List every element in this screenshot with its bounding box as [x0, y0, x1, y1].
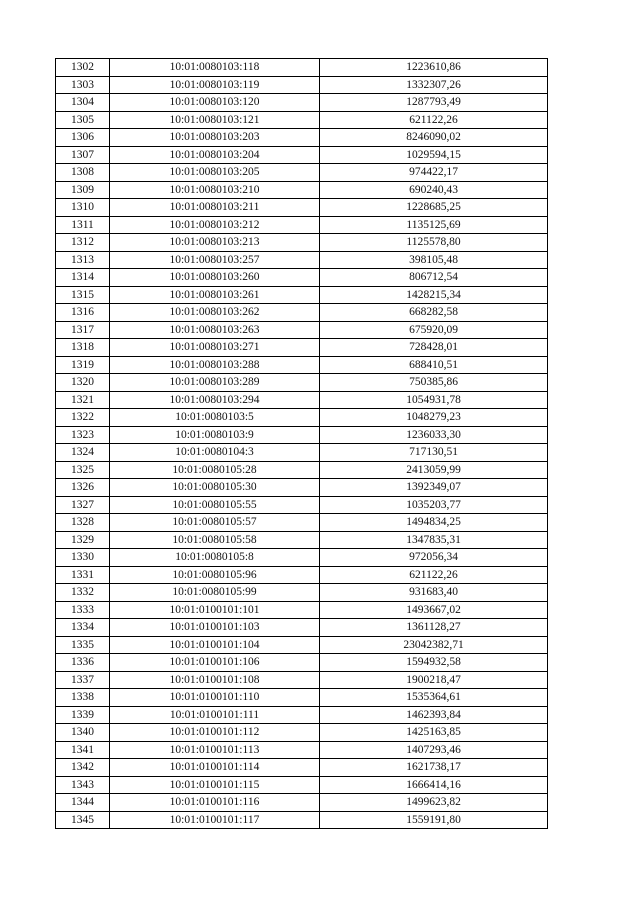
- row-number-cell: 1323: [56, 426, 110, 444]
- cadastral-number-cell: 10:01:0080103:288: [110, 356, 320, 374]
- table-row: [56, 391, 548, 409]
- cadastral-value-cell: 688410,51: [320, 356, 548, 374]
- cadastral-value-cell: 750385,86: [320, 374, 548, 392]
- row-number-cell: 1343: [56, 776, 110, 794]
- row-number-cell: 1321: [56, 391, 110, 409]
- table-row: [56, 549, 548, 567]
- cadastral-value-cell: 1493667,02: [320, 601, 548, 619]
- cadastral-number-cell: 10:01:0080103:203: [110, 129, 320, 147]
- row-number-cell: 1335: [56, 636, 110, 654]
- row-number-cell: 1315: [56, 286, 110, 304]
- table-row: [56, 146, 548, 164]
- cadastral-value-cell: 728428,01: [320, 339, 548, 357]
- cadastral-value-cell: 675920,09: [320, 321, 548, 339]
- cadastral-number-cell: 10:01:0100101:110: [110, 689, 320, 707]
- table-row: [56, 794, 548, 812]
- cadastral-value-cell: 1425163,85: [320, 724, 548, 742]
- cadastral-number-cell: 10:01:0100101:117: [110, 811, 320, 829]
- table-row: [56, 444, 548, 462]
- cadastral-number-cell: 10:01:0080105:57: [110, 514, 320, 532]
- cadastral-number-cell: 10:01:0080103:119: [110, 76, 320, 94]
- table-row: [56, 321, 548, 339]
- table-row: [56, 356, 548, 374]
- cadastral-number-cell: 10:01:0080103:271: [110, 339, 320, 357]
- cadastral-value-cell: 931683,40: [320, 584, 548, 602]
- cadastral-value-cell: 1361128,27: [320, 619, 548, 637]
- row-number-cell: 1336: [56, 654, 110, 672]
- table-row: [56, 636, 548, 654]
- row-number-cell: 1327: [56, 496, 110, 514]
- table-row: [56, 461, 548, 479]
- cadastral-value-cell: 621122,26: [320, 566, 548, 584]
- table-row: [56, 759, 548, 777]
- table-row: [56, 409, 548, 427]
- cadastral-value-cell: 398105,48: [320, 251, 548, 269]
- cadastral-number-cell: 10:01:0080104:3: [110, 444, 320, 462]
- row-number-cell: 1322: [56, 409, 110, 427]
- table-row: [56, 654, 548, 672]
- cadastral-number-cell: 10:01:0100101:115: [110, 776, 320, 794]
- table-row: [56, 566, 548, 584]
- cadastral-value-table: [55, 58, 548, 829]
- cadastral-value-cell: 1559191,80: [320, 811, 548, 829]
- cadastral-number-cell: 10:01:0080103:211: [110, 199, 320, 217]
- cadastral-number-cell: 10:01:0100101:116: [110, 794, 320, 812]
- row-number-cell: 1341: [56, 741, 110, 759]
- row-number-cell: 1313: [56, 251, 110, 269]
- table-row: [56, 286, 548, 304]
- table-row: [56, 251, 548, 269]
- cadastral-number-cell: 10:01:0080103:9: [110, 426, 320, 444]
- table-row: [56, 741, 548, 759]
- cadastral-number-cell: 10:01:0100101:114: [110, 759, 320, 777]
- row-number-cell: 1337: [56, 671, 110, 689]
- cadastral-number-cell: 10:01:0080105:96: [110, 566, 320, 584]
- cadastral-value-cell: 1594932,58: [320, 654, 548, 672]
- row-number-cell: 1334: [56, 619, 110, 637]
- cadastral-value-cell: 806712,54: [320, 269, 548, 287]
- cadastral-number-cell: 10:01:0100101:108: [110, 671, 320, 689]
- cadastral-number-cell: 10:01:0080103:289: [110, 374, 320, 392]
- cadastral-value-cell: 1621738,17: [320, 759, 548, 777]
- cadastral-value-cell: 2413059,99: [320, 461, 548, 479]
- row-number-cell: 1314: [56, 269, 110, 287]
- row-number-cell: 1309: [56, 181, 110, 199]
- table-row: [56, 671, 548, 689]
- cadastral-value-cell: 972056,34: [320, 549, 548, 567]
- cadastral-value-cell: 1048279,23: [320, 409, 548, 427]
- cadastral-number-cell: 10:01:0080103:120: [110, 94, 320, 112]
- cadastral-value-cell: 1228685,25: [320, 199, 548, 217]
- cadastral-number-cell: 10:01:0100101:112: [110, 724, 320, 742]
- table-row: [56, 689, 548, 707]
- row-number-cell: 1333: [56, 601, 110, 619]
- table-row: [56, 181, 548, 199]
- row-number-cell: 1330: [56, 549, 110, 567]
- row-number-cell: 1340: [56, 724, 110, 742]
- cadastral-value-cell: 1494834,25: [320, 514, 548, 532]
- row-number-cell: 1302: [56, 59, 110, 77]
- cadastral-value-cell: 1535364,61: [320, 689, 548, 707]
- row-number-cell: 1306: [56, 129, 110, 147]
- cadastral-value-cell: 8246090,02: [320, 129, 548, 147]
- row-number-cell: 1304: [56, 94, 110, 112]
- cadastral-value-cell: 1236033,30: [320, 426, 548, 444]
- row-number-cell: 1324: [56, 444, 110, 462]
- cadastral-value-cell: 1332307,26: [320, 76, 548, 94]
- table-row: [56, 601, 548, 619]
- cadastral-number-cell: 10:01:0100101:106: [110, 654, 320, 672]
- table-row: [56, 374, 548, 392]
- table-row: [56, 304, 548, 322]
- cadastral-value-cell: 1392349,07: [320, 479, 548, 497]
- row-number-cell: 1317: [56, 321, 110, 339]
- cadastral-value-cell: 690240,43: [320, 181, 548, 199]
- cadastral-number-cell: 10:01:0080103:210: [110, 181, 320, 199]
- table-row: [56, 111, 548, 129]
- table-row: [56, 234, 548, 252]
- cadastral-number-cell: 10:01:0080105:28: [110, 461, 320, 479]
- row-number-cell: 1308: [56, 164, 110, 182]
- row-number-cell: 1338: [56, 689, 110, 707]
- table-row: [56, 76, 548, 94]
- row-number-cell: 1344: [56, 794, 110, 812]
- cadastral-value-cell: 1666414,16: [320, 776, 548, 794]
- cadastral-number-cell: 10:01:0080105:99: [110, 584, 320, 602]
- cadastral-value-cell: 1135125,69: [320, 216, 548, 234]
- row-number-cell: 1320: [56, 374, 110, 392]
- row-number-cell: 1307: [56, 146, 110, 164]
- cadastral-number-cell: 10:01:0080105:30: [110, 479, 320, 497]
- table-row: [56, 94, 548, 112]
- row-number-cell: 1331: [56, 566, 110, 584]
- table-row: [56, 706, 548, 724]
- cadastral-value-cell: 1407293,46: [320, 741, 548, 759]
- cadastral-number-cell: 10:01:0080103:257: [110, 251, 320, 269]
- table-row: [56, 339, 548, 357]
- cadastral-number-cell: 10:01:0080103:212: [110, 216, 320, 234]
- cadastral-number-cell: 10:01:0100101:113: [110, 741, 320, 759]
- row-number-cell: 1345: [56, 811, 110, 829]
- table-row: [56, 269, 548, 287]
- cadastral-number-cell: 10:01:0100101:104: [110, 636, 320, 654]
- table-row: [56, 811, 548, 829]
- table-row: [56, 164, 548, 182]
- row-number-cell: 1310: [56, 199, 110, 217]
- row-number-cell: 1305: [56, 111, 110, 129]
- cadastral-number-cell: 10:01:0080103:261: [110, 286, 320, 304]
- cadastral-value-cell: 1054931,78: [320, 391, 548, 409]
- cadastral-value-cell: 1223610,86: [320, 59, 548, 77]
- cadastral-number-cell: 10:01:0100101:103: [110, 619, 320, 637]
- cadastral-value-cell: 1125578,80: [320, 234, 548, 252]
- cadastral-value-cell: 1900218,47: [320, 671, 548, 689]
- row-number-cell: 1319: [56, 356, 110, 374]
- cadastral-number-cell: 10:01:0080103:205: [110, 164, 320, 182]
- cadastral-number-cell: 10:01:0080103:263: [110, 321, 320, 339]
- cadastral-number-cell: 10:01:0080103:262: [110, 304, 320, 322]
- row-number-cell: 1312: [56, 234, 110, 252]
- cadastral-value-cell: 974422,17: [320, 164, 548, 182]
- table-row: [56, 531, 548, 549]
- table-row: [56, 426, 548, 444]
- cadastral-number-cell: 10:01:0100101:101: [110, 601, 320, 619]
- table-row: [56, 776, 548, 794]
- cadastral-value-cell: 1428215,34: [320, 286, 548, 304]
- table-row: [56, 129, 548, 147]
- table-row: [56, 199, 548, 217]
- table-row: [56, 724, 548, 742]
- cadastral-value-cell: 717130,51: [320, 444, 548, 462]
- cadastral-number-cell: 10:01:0080103:121: [110, 111, 320, 129]
- row-number-cell: 1332: [56, 584, 110, 602]
- cadastral-value-cell: 668282,58: [320, 304, 548, 322]
- cadastral-number-cell: 10:01:0100101:111: [110, 706, 320, 724]
- row-number-cell: 1342: [56, 759, 110, 777]
- row-number-cell: 1329: [56, 531, 110, 549]
- cadastral-value-cell: 621122,26: [320, 111, 548, 129]
- row-number-cell: 1325: [56, 461, 110, 479]
- cadastral-value-cell: 1035203,77: [320, 496, 548, 514]
- row-number-cell: 1339: [56, 706, 110, 724]
- row-number-cell: 1318: [56, 339, 110, 357]
- cadastral-number-cell: 10:01:0080103:294: [110, 391, 320, 409]
- table-body: [56, 59, 548, 829]
- cadastral-value-cell: 1462393,84: [320, 706, 548, 724]
- cadastral-value-cell: 1347835,31: [320, 531, 548, 549]
- cadastral-number-cell: 10:01:0080105:58: [110, 531, 320, 549]
- cadastral-value-cell: 1499623,82: [320, 794, 548, 812]
- cadastral-value-cell: 23042382,71: [320, 636, 548, 654]
- row-number-cell: 1316: [56, 304, 110, 322]
- table-row: [56, 619, 548, 637]
- cadastral-number-cell: 10:01:0080105:55: [110, 496, 320, 514]
- row-number-cell: 1326: [56, 479, 110, 497]
- cadastral-number-cell: 10:01:0080103:260: [110, 269, 320, 287]
- table-row: [56, 59, 548, 77]
- cadastral-number-cell: 10:01:0080103:5: [110, 409, 320, 427]
- row-number-cell: 1311: [56, 216, 110, 234]
- table-row: [56, 496, 548, 514]
- cadastral-number-cell: 10:01:0080103:213: [110, 234, 320, 252]
- cadastral-number-cell: 10:01:0080105:8: [110, 549, 320, 567]
- cadastral-number-cell: 10:01:0080103:118: [110, 59, 320, 77]
- row-number-cell: 1328: [56, 514, 110, 532]
- table-row: [56, 216, 548, 234]
- cadastral-value-cell: 1287793,49: [320, 94, 548, 112]
- cadastral-value-cell: 1029594,15: [320, 146, 548, 164]
- table-row: [56, 514, 548, 532]
- table-row: [56, 584, 548, 602]
- cadastral-number-cell: 10:01:0080103:204: [110, 146, 320, 164]
- row-number-cell: 1303: [56, 76, 110, 94]
- table-row: [56, 479, 548, 497]
